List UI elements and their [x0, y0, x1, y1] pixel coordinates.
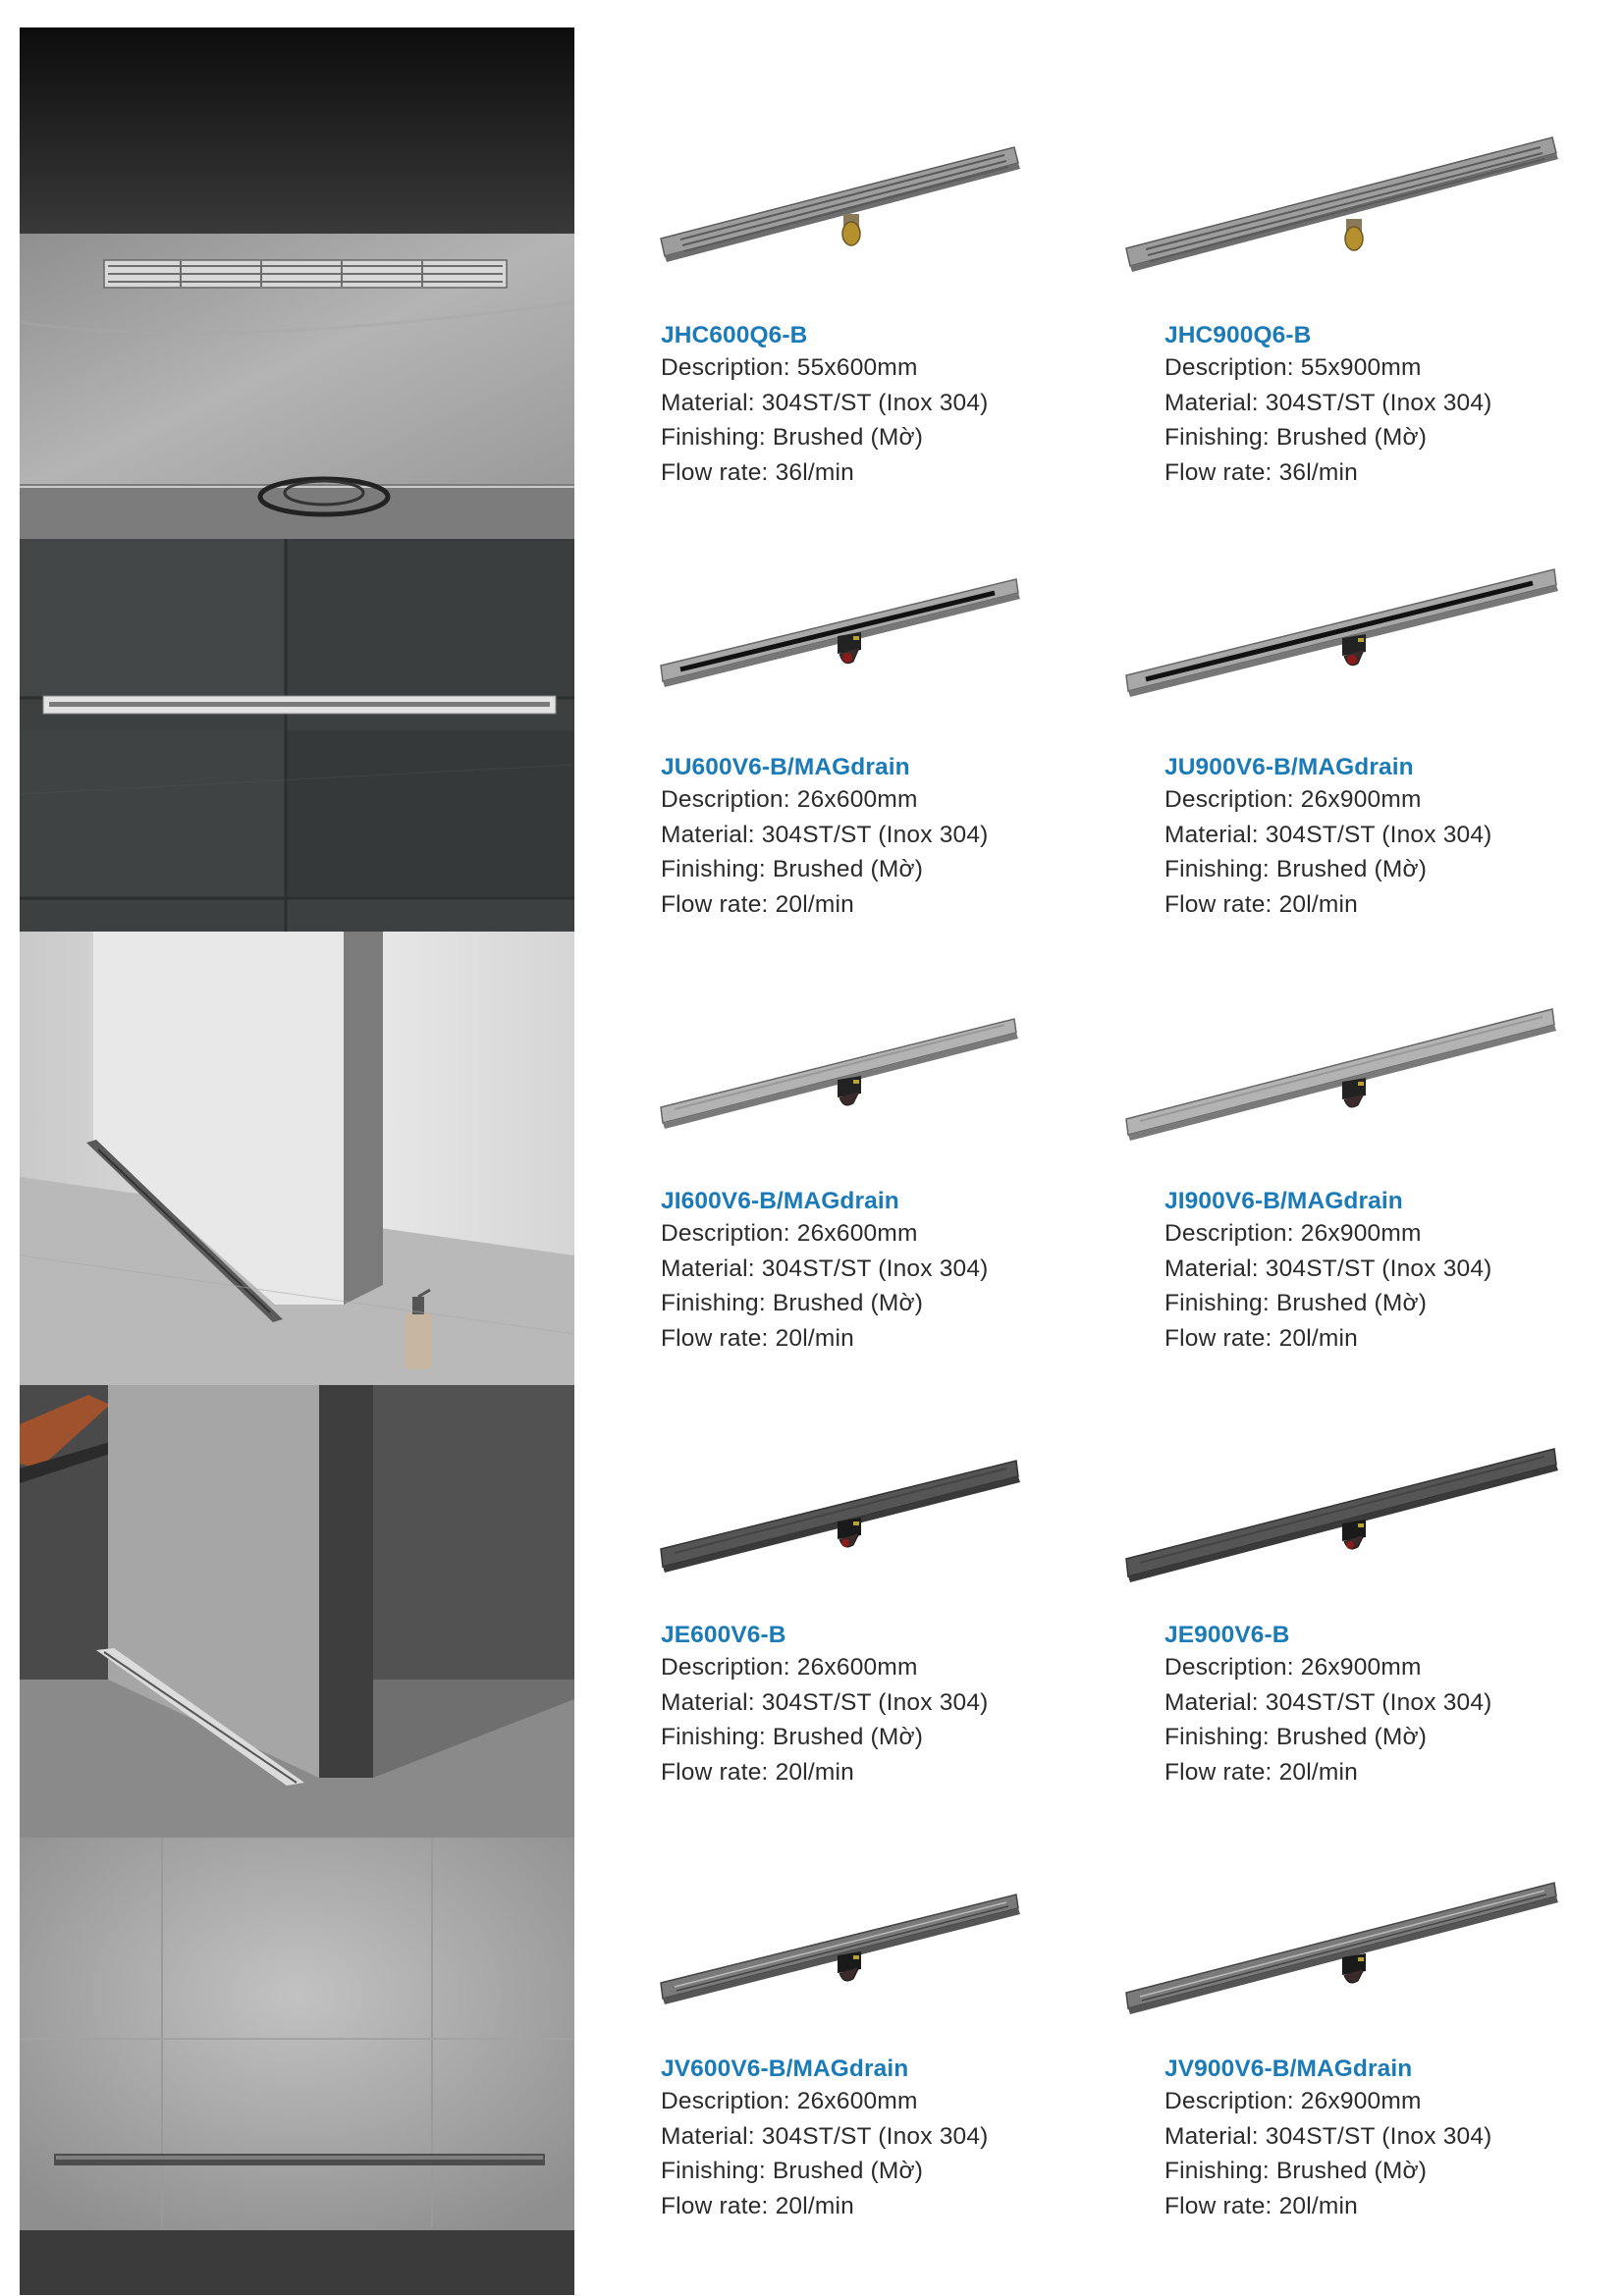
product-code: JE600V6-B — [661, 1622, 786, 1648]
product-code: JE900V6-B — [1164, 1622, 1290, 1648]
photo-column — [20, 27, 574, 2295]
product-code: JHC600Q6-B — [661, 322, 808, 348]
grille-drain-icon — [1120, 126, 1572, 283]
product-description: Description: 55x900mm — [1164, 354, 1422, 381]
product-finishing: Finishing: Brushed (Mờ) — [1164, 1290, 1428, 1316]
product-material: Material: 304ST/ST (Inox 304) — [661, 389, 989, 416]
product-flow-rate: Flow rate: 20l/min — [661, 2192, 854, 2219]
grooved-drain-icon — [1120, 1861, 1572, 2018]
product-finishing: Finishing: Brushed (Mờ) — [661, 424, 924, 451]
product-finishing: Finishing: Brushed (Mờ) — [1164, 1724, 1428, 1750]
product-description: Description: 26x600mm — [661, 2088, 918, 2114]
product-finishing: Finishing: Brushed (Mờ) — [661, 856, 924, 882]
product-code: JI900V6-B/MAGdrain — [1164, 1188, 1403, 1214]
product-code: JU900V6-B/MAGdrain — [1164, 754, 1414, 780]
product-material: Material: 304ST/ST (Inox 304) — [661, 1688, 989, 1716]
product-material: Material: 304ST/ST (Inox 304) — [661, 1255, 989, 1282]
product-flow-rate: Flow rate: 20l/min — [1164, 890, 1358, 918]
product-flow-rate: Flow rate: 20l/min — [1164, 1758, 1358, 1786]
product-material: Material: 304ST/ST (Inox 304) — [1164, 389, 1492, 416]
product-flow-rate: Flow rate: 20l/min — [661, 1758, 854, 1786]
product-material: Material: 304ST/ST (Inox 304) — [661, 2122, 989, 2150]
product-material: Material: 304ST/ST (Inox 304) — [1164, 1255, 1492, 1282]
product-flow-rate: Flow rate: 20l/min — [661, 890, 854, 918]
product-finishing: Finishing: Brushed (Mờ) — [661, 1290, 924, 1316]
slot-drain-dark-tile-photo — [20, 539, 574, 932]
product-flow-rate: Flow rate: 20l/min — [1164, 1324, 1358, 1352]
product-material: Material: 304ST/ST (Inox 304) — [1164, 2122, 1492, 2150]
product-finishing: Finishing: Brushed (Mờ) — [1164, 424, 1428, 451]
product-finishing: Finishing: Brushed (Mờ) — [661, 2158, 924, 2184]
dark-channel-drain-icon — [651, 1427, 1044, 1584]
product-material: Material: 304ST/ST (Inox 304) — [1164, 1688, 1492, 1716]
product-description: Description: 26x600mm — [661, 786, 918, 813]
product-description: Description: 26x900mm — [1164, 1220, 1422, 1247]
product-finishing: Finishing: Brushed (Mờ) — [1164, 2158, 1428, 2184]
tile-insert-drain-icon — [651, 993, 1044, 1150]
product-description: Description: 26x600mm — [661, 1654, 918, 1681]
product-flow-rate: Flow rate: 36l/min — [661, 458, 854, 486]
product-description: Description: 26x900mm — [1164, 2088, 1422, 2114]
product-finishing: Finishing: Brushed (Mờ) — [1164, 856, 1428, 882]
floor-drain-concrete-photo — [20, 1838, 574, 2295]
product-code: JU600V6-B/MAGdrain — [661, 754, 910, 780]
product-finishing: Finishing: Brushed (Mờ) — [661, 1724, 924, 1750]
grooved-drain-icon — [651, 1861, 1044, 2018]
product-flow-rate: Flow rate: 20l/min — [1164, 2192, 1358, 2219]
product-code: JHC900Q6-B — [1164, 322, 1312, 348]
slot-drain-icon — [651, 560, 1044, 717]
grille-drain-icon — [651, 126, 1044, 283]
product-description: Description: 26x600mm — [661, 1220, 918, 1247]
product-description: Description: 55x600mm — [661, 354, 918, 381]
product-material: Material: 304ST/ST (Inox 304) — [1164, 821, 1492, 848]
dark-channel-drain-icon — [1120, 1427, 1572, 1584]
product-description: Description: 26x900mm — [1164, 1654, 1422, 1681]
product-code: JV900V6-B/MAGdrain — [1164, 2056, 1413, 2082]
wall-drain-corner-photo — [20, 1385, 574, 1838]
product-flow-rate: Flow rate: 36l/min — [1164, 458, 1358, 486]
wall-drain-light-floor-photo — [20, 932, 574, 1385]
product-description: Description: 26x900mm — [1164, 786, 1422, 813]
product-flow-rate: Flow rate: 20l/min — [661, 1324, 854, 1352]
product-material: Material: 304ST/ST (Inox 304) — [661, 821, 989, 848]
product-code: JI600V6-B/MAGdrain — [661, 1188, 899, 1214]
tile-insert-drain-icon — [1120, 993, 1572, 1150]
product-code: JV600V6-B/MAGdrain — [661, 2056, 909, 2082]
slot-drain-icon — [1120, 560, 1572, 717]
grille-drain-shower-photo — [20, 27, 574, 539]
